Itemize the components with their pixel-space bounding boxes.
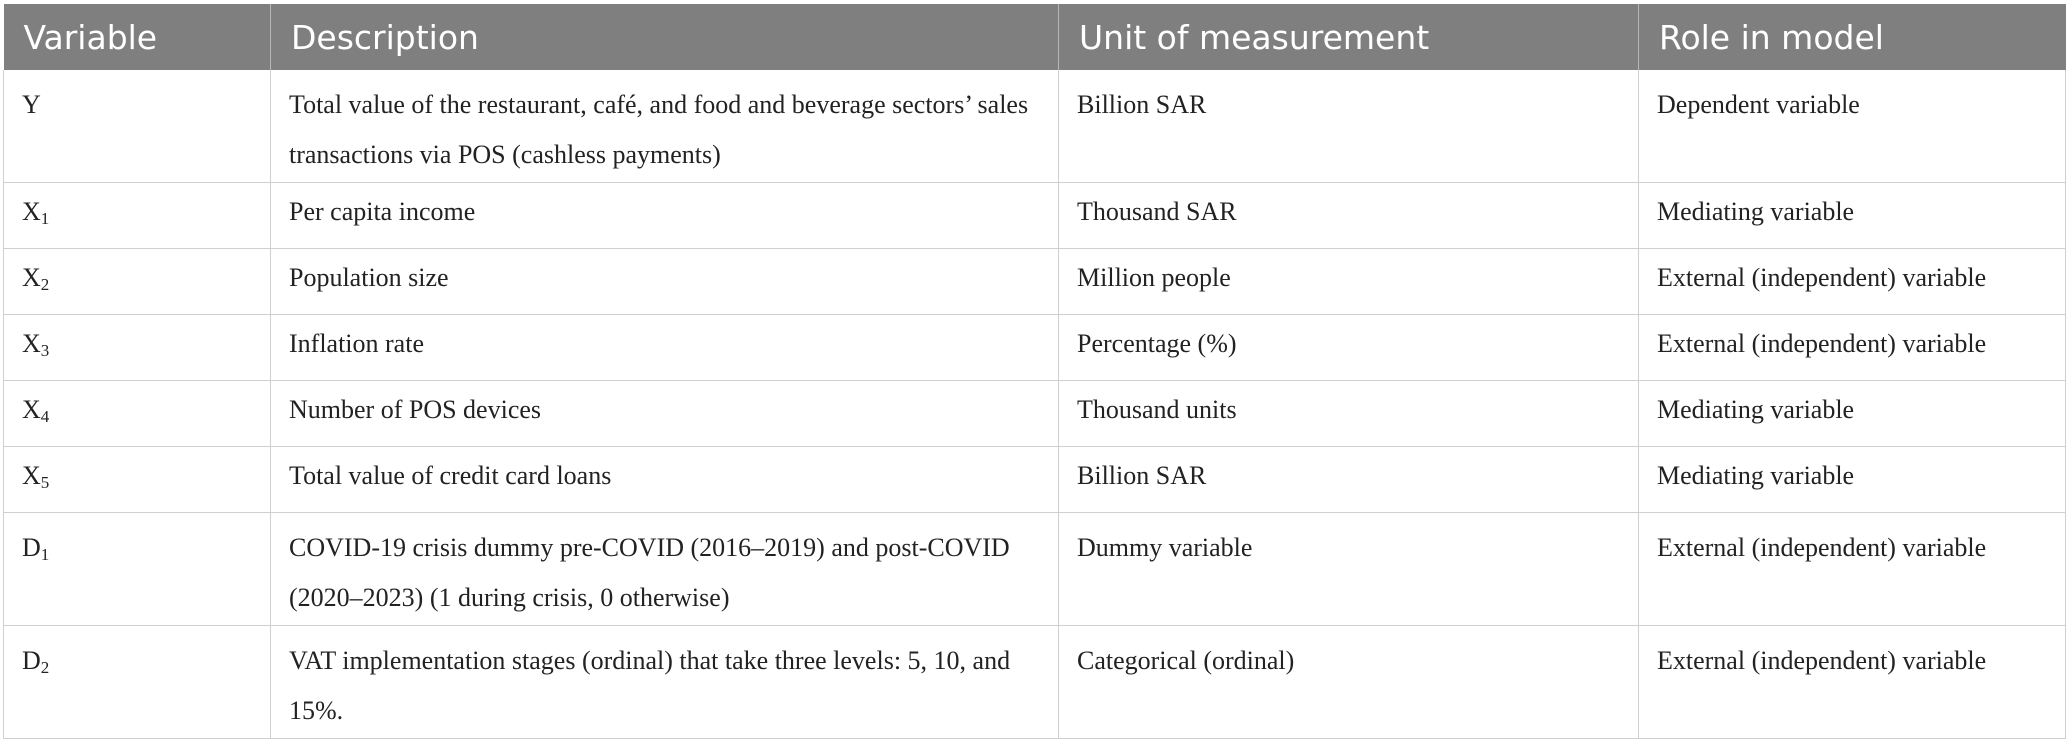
table-row	[4, 249, 2066, 315]
unit-cell: Billion SAR	[1059, 447, 1639, 513]
table-header	[4, 4, 2066, 70]
description-cell: Inflation rate	[271, 315, 1059, 381]
description-cell: Total value of credit card loans	[271, 447, 1059, 513]
table-row	[4, 183, 2066, 249]
table-row	[4, 626, 2066, 739]
role-cell: Mediating variable	[1639, 447, 2066, 513]
variable-cell: $X_3$	[4, 315, 271, 381]
description-cell: Population size	[271, 249, 1059, 315]
table-row	[4, 513, 2066, 626]
table-row	[4, 381, 2066, 447]
header-unit: Unit of measurement	[1059, 4, 1639, 70]
header-variable: Variable	[4, 4, 271, 70]
variables-table	[3, 4, 2066, 739]
table-row	[4, 447, 2066, 513]
variable-cell: $X_1$	[4, 183, 271, 249]
role-cell: Mediating variable	[1639, 183, 2066, 249]
variable-cell: $D_2$	[4, 626, 271, 739]
unit-cell: Percentage (%)	[1059, 315, 1639, 381]
description-cell: Number of POS devices	[271, 381, 1059, 447]
role-cell: External (independent) variable	[1639, 249, 2066, 315]
role-cell: External (independent) variable	[1639, 513, 2066, 626]
role-cell: External (independent) variable	[1639, 315, 2066, 381]
variable-cell: Y	[4, 70, 271, 183]
header-description: Description	[271, 4, 1059, 70]
description-cell: Total value of the restaurant, café, and food and beverage sectors’ sales transactions via POS (cashless payments)	[271, 70, 1059, 183]
variable-cell: $X_5$	[4, 447, 271, 513]
unit-cell: Million people	[1059, 249, 1639, 315]
description-cell: VAT implementation stages (ordinal) that take three levels: 5, 10, and 15%.	[271, 626, 1059, 739]
unit-cell: Thousand SAR	[1059, 183, 1639, 249]
description-cell: Per capita income	[271, 183, 1059, 249]
unit-cell: Categorical (ordinal)	[1059, 626, 1639, 739]
table-row	[4, 70, 2066, 183]
variable-cell: $X_2$	[4, 249, 271, 315]
description-cell: COVID-19 crisis dummy pre-COVID (2016–2019) and post-COVID (2020–2023) (1 during crisis, 0 otherwise)	[271, 513, 1059, 626]
role-cell: Dependent variable	[1639, 70, 2066, 183]
table-row	[4, 315, 2066, 381]
variable-cell: $X_4$	[4, 381, 271, 447]
unit-cell: Dummy variable	[1059, 513, 1639, 626]
table-body	[4, 70, 2066, 739]
header-row	[4, 4, 2066, 70]
header-role: Role in model	[1639, 4, 2066, 70]
role-cell: External (independent) variable	[1639, 626, 2066, 739]
role-cell: Mediating variable	[1639, 381, 2066, 447]
variable-cell: $D_1$	[4, 513, 271, 626]
unit-cell: Billion SAR	[1059, 70, 1639, 183]
unit-cell: Thousand units	[1059, 381, 1639, 447]
